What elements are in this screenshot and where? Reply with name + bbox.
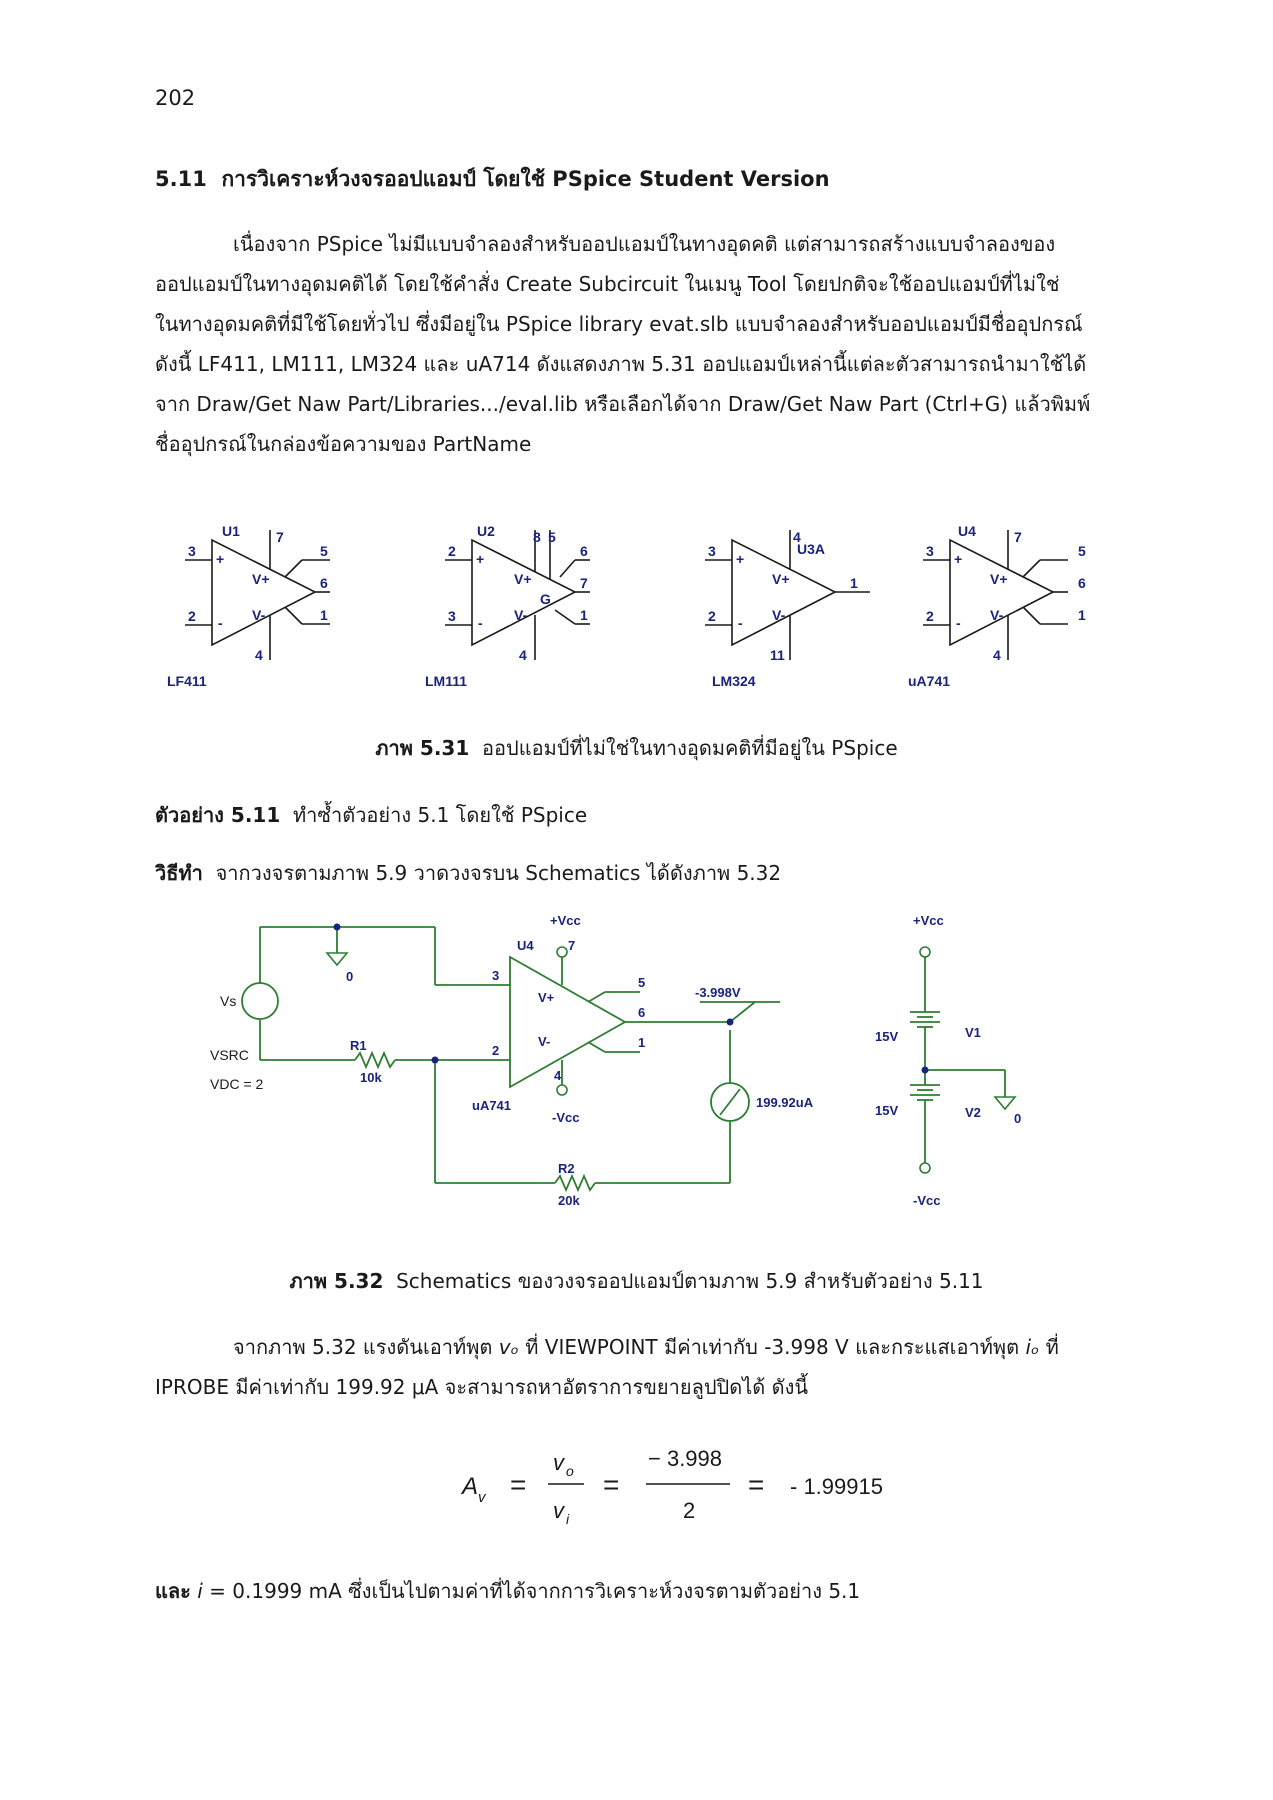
result-text: ที่ [1045,1335,1059,1359]
eq-num-sub: o [566,1463,574,1479]
pin-number: 1 [320,607,328,623]
source-type: VSRC [210,1047,249,1063]
part-name: LM324 [712,673,756,689]
opamp-ua741-symbol [923,530,1068,660]
solution-text: จากวงจรตามภาพ 5.9 วาดวงจรบน Schematics ได้ดังภาพ 5.32 [215,861,782,885]
figure-5-32-caption [0,1265,1273,1297]
junction-dot [922,1067,929,1074]
pin-number: 1 [850,575,858,591]
pin-number: 5 [1078,543,1086,559]
r2-name: R2 [558,1161,575,1176]
battery-supply-neg: -Vcc [913,1193,941,1208]
junction-dot [727,1019,734,1026]
section-heading [155,163,830,196]
pin-number: 1 [638,1035,646,1050]
viewpoint-value: -3.998V [695,985,741,1000]
r1-value: 10k [360,1070,382,1085]
part-name: LF411 [167,673,207,689]
opamp-ref: U3A [797,541,826,557]
part-name: uA741 [908,673,951,689]
pin-number: 7 [580,575,588,591]
pin-label: V+ [252,571,270,587]
pin-number: 3 [492,968,500,983]
eq-equals: = [603,1469,620,1500]
vo-symbol: vₒ [498,1335,519,1359]
pin-number: 3 [926,543,934,559]
source-name: Vs [220,993,237,1009]
section-title: การวิเคราะห์วงจรออปแอมป์ โดยใช้ PSpice Student Version [221,167,830,191]
eq-lhs-sub: v [478,1489,486,1506]
result-paragraph [155,1327,1130,1407]
pin-number: 11 [770,647,785,663]
example-heading [155,799,587,831]
pin-label: V+ [514,571,532,587]
pin-label: + [476,551,485,567]
opamp-ref: U1 [222,523,240,539]
pin-label: V- [772,607,786,623]
pin-number: 3 [448,608,456,624]
figure-5-31-caption [0,732,1273,764]
opamp-ref: U4 [517,938,534,953]
pin-label: + [216,551,225,567]
part-name: LM111 [425,673,468,689]
pin-label: + [736,551,745,567]
pin-label: V+ [772,571,790,587]
pin-number: 3 [708,543,716,559]
eq-equals: = [748,1469,765,1500]
pin-number: 8 [533,529,541,545]
pin-label: V- [538,1034,551,1049]
ground-icon [995,1097,1015,1109]
result-line [155,1327,1130,1367]
intro-paragraph [155,224,1130,464]
pin-number: 6 [1078,575,1086,591]
eq-den-var: v [553,1498,564,1523]
pin-number: 6 [320,575,328,591]
example-label: ตัวอย่าง 5.11 [155,803,281,827]
pin-number: 2 [926,608,934,624]
battery-v1-name: V1 [965,1025,981,1040]
resistor-r2-symbol [555,1176,595,1190]
pin-label: V+ [990,571,1008,587]
opamp-part-name: uA741 [472,1098,512,1113]
pin-label: - [218,615,223,631]
eq-den-sub: i [566,1511,570,1527]
pin-number: 5 [548,529,556,545]
terminal-icon [920,947,930,957]
iprobe-value: 199.92uA [756,1095,814,1110]
pin-number: 1 [1078,607,1086,623]
caption-text: ออปแอมป์ที่ไม่ใช่ในทางอุดมคติที่มีอยู่ใน PSpice [481,736,898,760]
source-dc-value: VDC = 2 [210,1076,264,1092]
supply-pos-label: +Vcc [550,913,581,928]
junction-dot [432,1057,439,1064]
final-line [155,1575,860,1607]
section-number: 5.11 [155,167,207,191]
pin-number: 2 [708,608,716,624]
pin-number: 4 [255,647,263,663]
solution-line [155,857,781,889]
intro-line: เนื่องจาก PSpice ไม่มีแบบจำลองสำหรับออปแอมป์ในทางอุดคติ แต่สามารถสร้างแบบจำลองของ [233,232,1056,256]
resistor-r1-symbol [355,1053,395,1067]
ground-label: 0 [1014,1111,1022,1126]
battery-v2-value: 15V [875,1103,899,1118]
pin-number: 7 [1014,529,1022,545]
opamp-lm111-symbol [445,530,590,660]
ground-icon [327,953,347,965]
battery-v1-symbol [910,1012,940,1032]
result-text: ที่ VIEWPOINT มีค่าเท่ากับ -3.998 V และกระแสเอาท์พุต [525,1335,1020,1359]
terminal-icon [557,1085,567,1095]
battery-v2-name: V2 [965,1105,981,1120]
pin-number: 6 [638,1005,646,1020]
opamp-u4-symbol [510,957,625,1087]
pin-label: G [540,591,551,607]
caption-label: ภาพ 5.32 [289,1269,384,1293]
result-text: จากภาพ 5.32 แรงดันเอาท์พุต [233,1335,493,1359]
pin-label: + [954,551,963,567]
r1-name: R1 [350,1038,367,1053]
pin-label: V- [514,607,528,623]
io-symbol: iₒ [1025,1335,1040,1359]
pin-number: 2 [188,608,196,624]
solution-label: วิธีทำ [155,861,203,885]
pin-number: 1 [580,607,588,623]
pin-number: 3 [188,543,196,559]
gain-equation [0,1432,1273,1552]
eq-den-value: 2 [683,1498,696,1523]
ground-label: 0 [346,969,354,984]
pin-number: 7 [276,529,284,545]
pin-label: - [478,615,483,631]
ammeter-iprobe-symbol [711,1083,749,1121]
r2-value: 20k [558,1193,580,1208]
eq-num-value: − 3.998 [648,1446,723,1471]
figure-5-32-schematic [200,905,1080,1235]
eq-result: - 1.99915 [790,1474,883,1499]
current-symbol: i [197,1579,203,1603]
opamp-ref: U4 [958,523,976,539]
voltage-source-symbol [242,983,278,1019]
intro-line: ดังนี้ LF411, LM111, LM324 และ uA714 ดังแสดงภาพ 5.31 ออปแอมป์เหล่านี้แต่ละตัวสามารถนำมาใช้ได้ [155,352,1087,376]
pin-label: V- [252,607,266,623]
pin-number: 4 [554,1068,562,1083]
terminal-icon [557,947,567,957]
terminal-icon [920,1163,930,1173]
eq-num-var: v [553,1450,564,1475]
pin-number: 4 [519,647,527,663]
intro-line: ในทางอุดมคติที่มีใช้โดยทั่วไป ซึ่งมีอยู่ใน PSpice library evat.slb แบบจำลองสำหรับออปแอมป์มีชื่ออุปกรณ์ [155,312,1083,336]
caption-text: Schematics ของวงจรออปแอมป์ตามภาพ 5.9 สำหรับตัวอย่าง 5.11 [396,1269,984,1293]
pin-number: 4 [993,647,1001,663]
intro-line: จาก Draw/Get Naw Part/Libraries.../eval.lib หรือเลือกได้จาก Draw/Get Naw Part (Ctrl+G) แล้วพิมพ์ [155,392,1091,416]
intro-line: ชื่ออุปกรณ์ในกล่องข้อความของ PartName [155,432,532,456]
caption-label: ภาพ 5.31 [375,736,470,760]
result-line: IPROBE มีค่าเท่ากับ 199.92 μA จะสามารถหาอัตราการขยายลูปปิดได้ ดังนี้ [155,1375,809,1399]
opamp-lm324-symbol [705,530,870,660]
eq-lhs: A [462,1473,479,1500]
pin-number: 7 [568,938,576,953]
figure-5-31-opamps [167,520,1140,690]
pin-number: 2 [492,1043,500,1058]
battery-supply-pos: +Vcc [913,913,944,928]
final-prefix: และ [155,1579,191,1603]
opamp-lf411-symbol [185,530,330,660]
final-text: = 0.1999 mA ซึ่งเป็นไปตามค่าที่ได้จากการวิเคราะห์วงจรตามตัวอย่าง 5.1 [209,1579,861,1603]
pin-label: V- [990,607,1004,623]
pin-label: V+ [538,990,555,1005]
pin-number: 5 [320,543,328,559]
pin-number: 4 [793,529,801,545]
intro-line: ออปแอมป์ในทางอุดมคติได้ โดยใช้คำสั่ง Create Subcircuit ในเมนู Tool โดยปกติจะใช้ออปแอมป์ที่ไม่ใช่ [155,272,1060,296]
pin-number: 2 [448,543,456,559]
page-number: 202 [155,86,196,110]
supply-neg-label: -Vcc [552,1110,580,1125]
pin-number: 5 [638,975,646,990]
eq-equals: = [510,1469,527,1500]
junction-dot [334,924,341,931]
example-text: ทำซ้ำตัวอย่าง 5.1 โดยใช้ PSpice [292,803,588,827]
pin-label: - [738,615,743,631]
pin-number: 6 [580,543,588,559]
battery-v1-value: 15V [875,1029,899,1044]
battery-v2-symbol [910,1085,940,1105]
opamp-ref: U2 [477,523,495,539]
pin-label: - [956,615,961,631]
